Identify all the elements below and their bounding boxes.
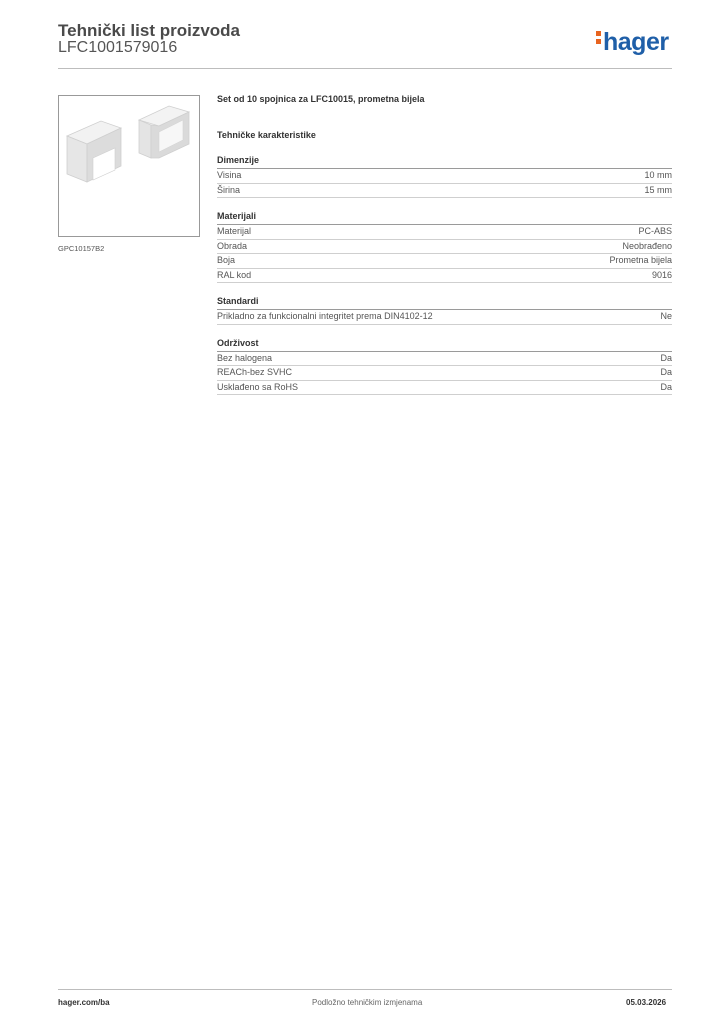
spec-value: Da <box>660 381 672 392</box>
spec-value: 9016 <box>651 269 672 280</box>
header-divider <box>58 68 672 69</box>
spec-value: Da <box>660 367 672 377</box>
spec-row <box>217 310 672 325</box>
logo-dots-icon <box>596 31 601 47</box>
spec-value: 10 mm <box>644 170 672 180</box>
spec-row <box>217 184 672 199</box>
spec-label: Bez halogena <box>217 352 273 363</box>
image-caption: GPC10157B2 <box>58 244 105 253</box>
spec-value: Neobrađeno <box>622 240 672 251</box>
spec-group-dimensions <box>217 155 672 198</box>
spec-label: RAL kod <box>217 269 252 280</box>
spec-label: Boja <box>217 255 236 265</box>
footer-disclaimer: Podložno tehničkim izmjenama <box>312 998 423 1007</box>
spec-label: Visina <box>217 170 242 180</box>
group-title: Dimenzije <box>217 155 672 169</box>
footer-date: 05.03.2026 <box>626 998 667 1007</box>
spec-row <box>217 366 672 381</box>
spec-value: Da <box>660 352 672 363</box>
spec-content <box>217 94 672 395</box>
product-image <box>58 95 200 237</box>
spec-row <box>217 269 672 284</box>
spec-group-materials <box>217 211 672 283</box>
spec-label: Materijal <box>217 226 252 236</box>
spec-row <box>217 254 672 269</box>
spec-row <box>217 352 672 367</box>
spec-group-standards <box>217 296 672 325</box>
footer-divider <box>58 989 672 990</box>
product-code: LFC1001579016 <box>58 39 178 56</box>
connector-illustration-icon <box>59 96 199 236</box>
spec-value: 15 mm <box>644 184 672 195</box>
spec-row <box>217 225 672 240</box>
spec-value: Ne <box>660 311 672 321</box>
spec-row <box>217 240 672 255</box>
group-title: Materijali <box>217 211 672 225</box>
group-title: Standardi <box>217 296 672 310</box>
product-description: Set od 10 spojnica za LFC10015, prometna bijela <box>217 94 425 104</box>
spec-row <box>217 381 672 396</box>
logo-text: hager <box>603 28 669 56</box>
hager-logo[interactable] <box>596 28 669 57</box>
spec-row <box>217 169 672 184</box>
group-title: Održivost <box>217 338 672 352</box>
spec-value: PC-ABS <box>638 226 672 236</box>
spec-label: Prikladno za funkcionalni integritet prema DIN4102-12 <box>217 311 433 321</box>
page-title: Tehnički list proizvoda <box>58 21 240 40</box>
section-heading: Tehničke karakteristike <box>217 130 316 140</box>
spec-group-sustainability <box>217 338 672 396</box>
spec-value: Prometna bijela <box>609 255 672 265</box>
spec-label: REACh-bez SVHC <box>217 367 293 377</box>
footer-website-link[interactable]: hager.com/ba <box>58 998 110 1007</box>
spec-label: Širina <box>217 184 241 195</box>
spec-label: Obrada <box>217 240 248 251</box>
spec-label: Usklađeno sa RoHS <box>217 381 299 392</box>
